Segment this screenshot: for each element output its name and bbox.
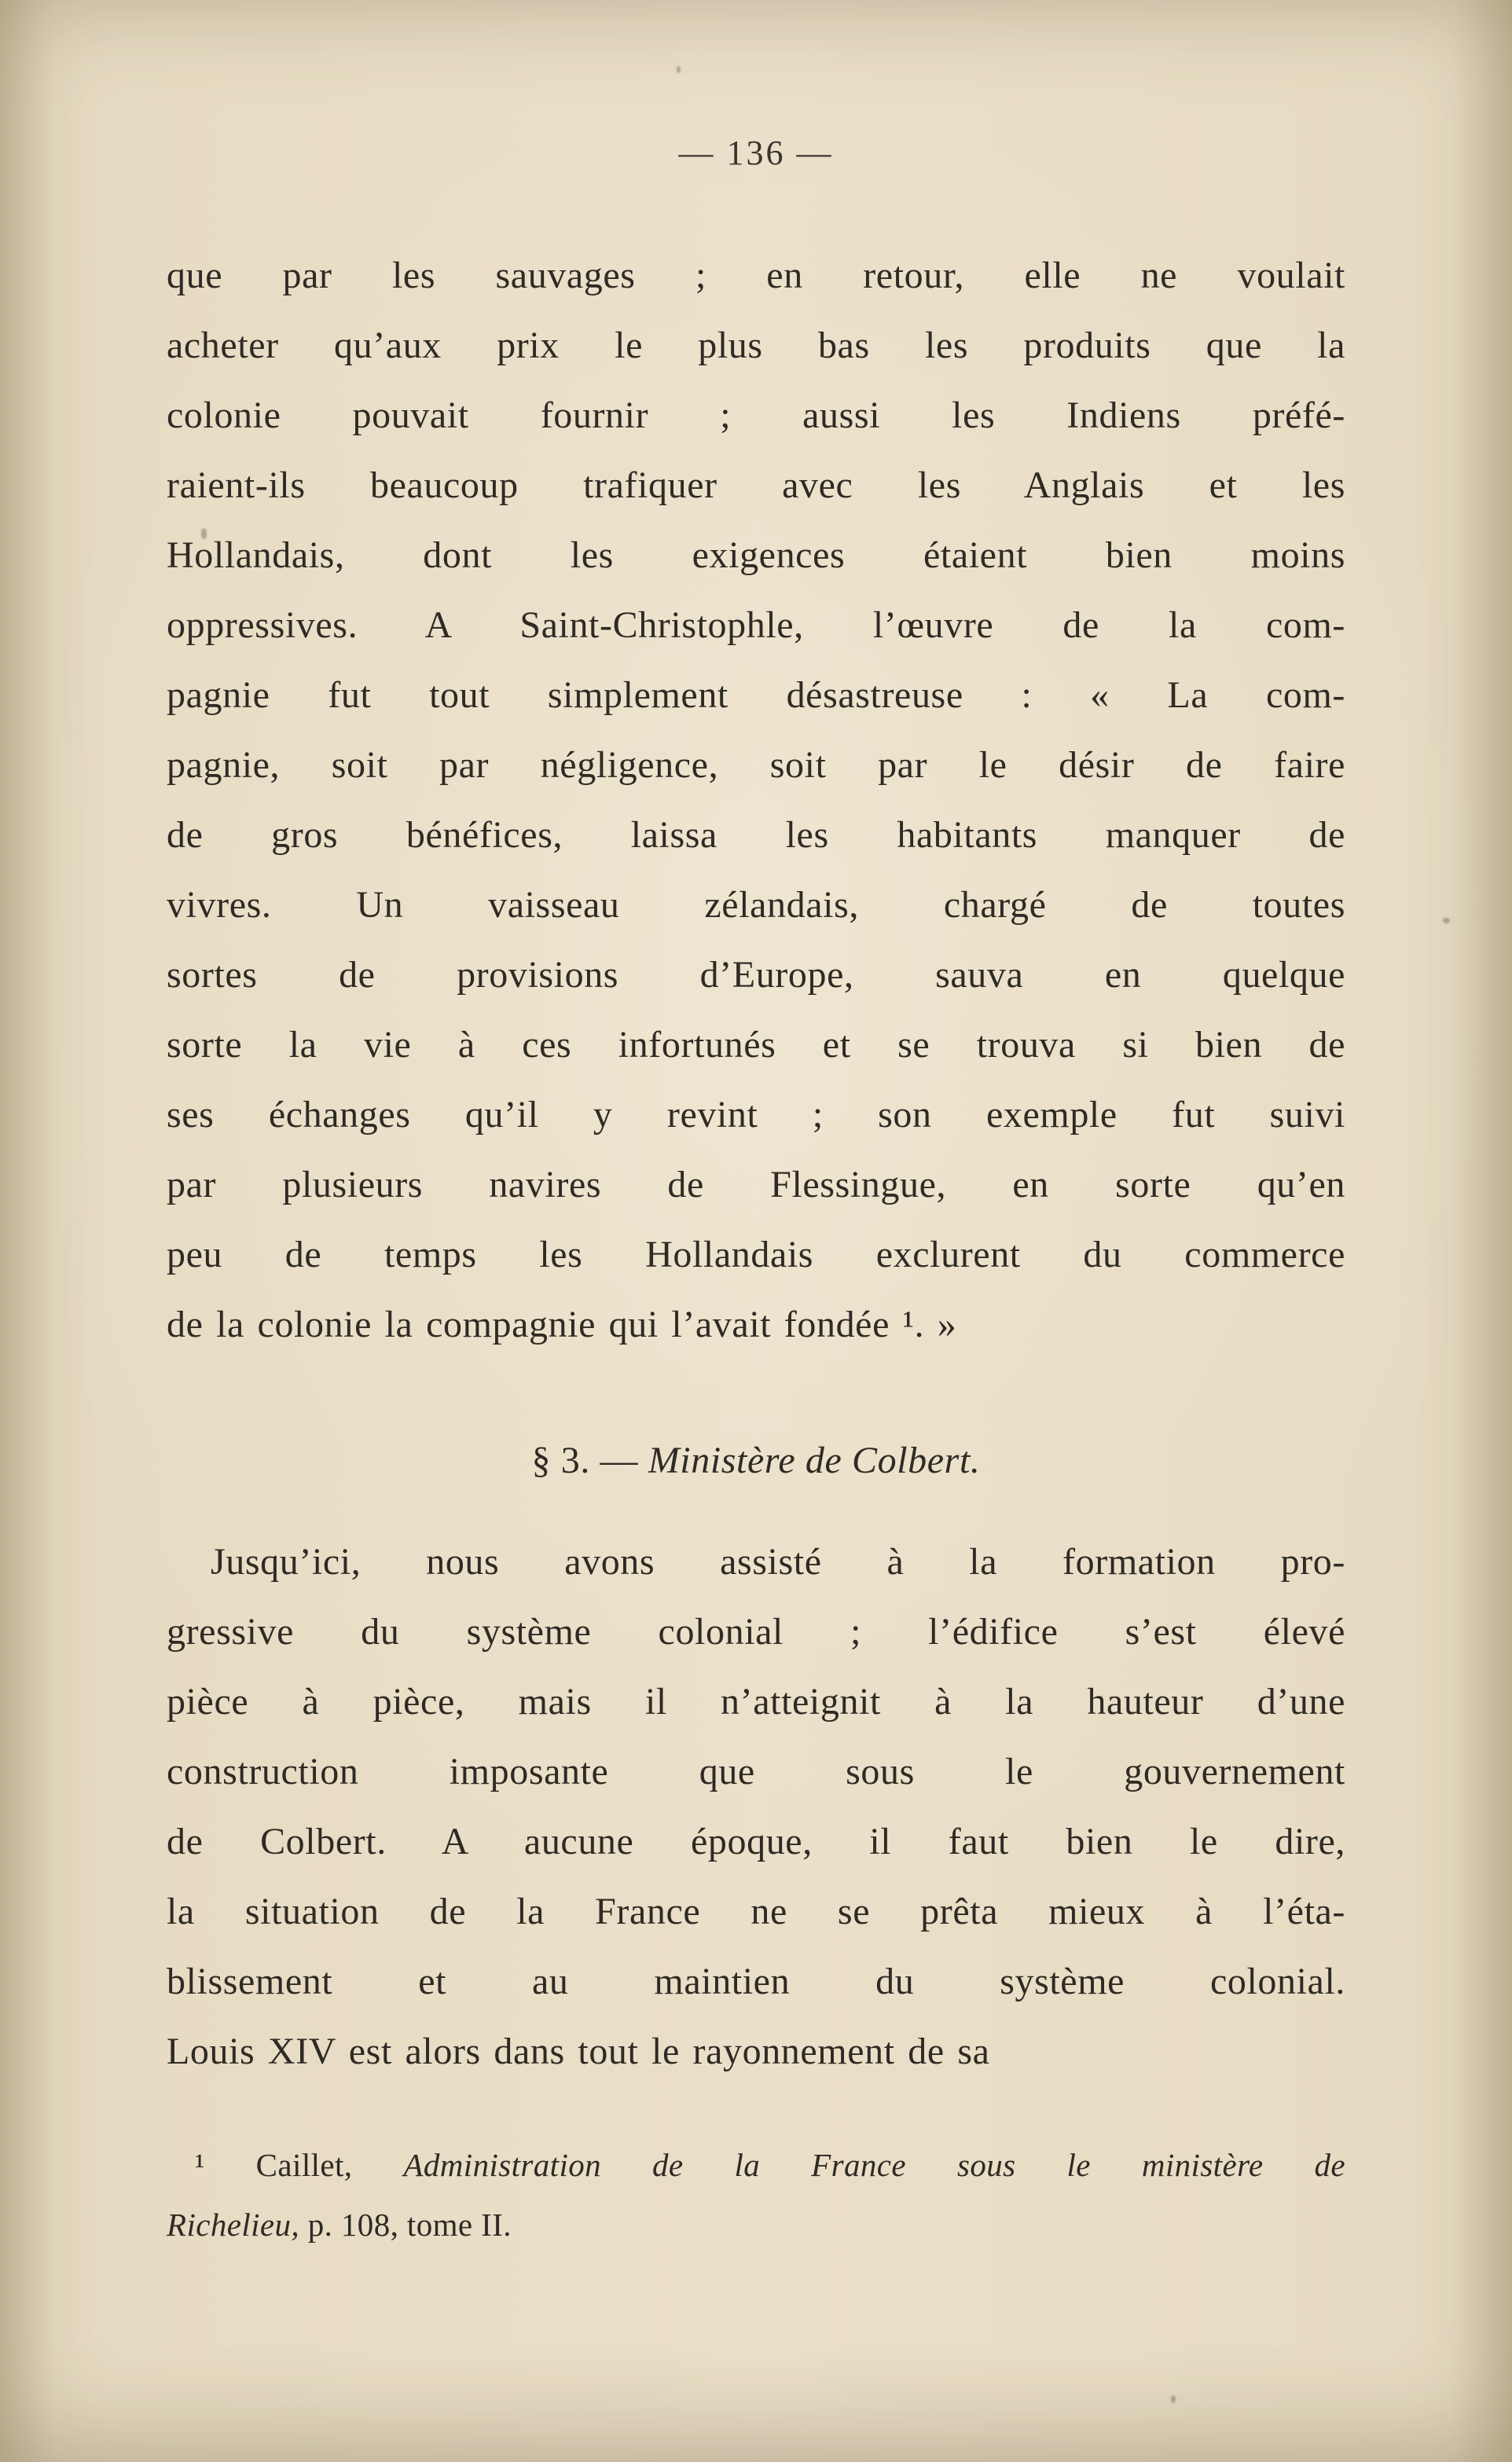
text-line: de la colonie la compagnie qui l’avait fondée ¹. » (167, 1304, 957, 1345)
text-line: construction imposante que sous le gouvernement (167, 1751, 1345, 1792)
paragraph-1 (167, 240, 1345, 1359)
text-line: pièce à pièce, mais il n’atteignit à la hauteur d’une (167, 1681, 1345, 1723)
text-line: gressive du système colonial ; l’édifice s’est élevé (167, 1611, 1345, 1653)
footnote-marker-author: ¹ Caillet, (195, 2147, 404, 2183)
section-number: § 3. — (531, 1440, 648, 1481)
text-line: sorte la vie à ces infortunés et se trouva si bien de (167, 1024, 1345, 1066)
paper-speck (1443, 918, 1450, 923)
footnote-reference: p. 108, tome II. (299, 2207, 512, 2243)
text-line: Hollandais, dont les exigences étaient bien moins (167, 534, 1345, 576)
text-line: acheter qu’aux prix le plus bas les produits que la (167, 325, 1345, 366)
paragraph-2 (167, 1527, 1345, 2086)
footnote-line (167, 2195, 1345, 2255)
text-line: la situation de la France ne se prêta mieux à l’éta- (167, 1891, 1345, 1932)
text-line: oppressives. A Saint-Christophle, l’œuvre de la com- (167, 604, 1345, 646)
text-line: peu de temps les Hollandais exclurent du commerce (167, 1234, 1345, 1275)
text-line: pagnie fut tout simplement désastreuse : « La com- (167, 674, 1345, 716)
paper-speck (1171, 2395, 1176, 2403)
text-block (167, 0, 1345, 2255)
text-line: Jusqu’ici, nous avons assisté à la formation pro- (211, 1541, 1345, 1583)
footnote-work-title-cont: Richelieu, (167, 2207, 300, 2243)
text-line: par plusieurs navires de Flessingue, en sorte qu’en (167, 1164, 1345, 1205)
text-line: de Colbert. A aucune époque, il faut bien le dire, (167, 1821, 1345, 1862)
text-line: pagnie, soit par négligence, soit par le désir de faire (167, 744, 1345, 786)
footnote-work-title: Administration de la France sous le ministère de (403, 2147, 1345, 2183)
page-number: — 136 — (678, 134, 834, 172)
text-line: raient-ils beaucoup trafiquer avec les Anglais et les (167, 464, 1345, 506)
text-line: de gros bénéfices, laissa les habitants manquer de (167, 814, 1345, 856)
text-line: sortes de provisions d’Europe, sauva en quelque (167, 954, 1345, 996)
text-line: ses échanges qu’il y revint ; son exemple fut suivi (167, 1094, 1345, 1136)
text-line: blissement et au maintien du système colonial. (167, 1961, 1345, 2002)
text-line: vivres. Un vaisseau zélandais, chargé de toutes (167, 884, 1345, 926)
section-heading (167, 1425, 1345, 1495)
text-line: Louis XIV est alors dans tout le rayonnement de sa (167, 2031, 990, 2072)
text-line: que par les sauvages ; en retour, elle ne voulait (167, 255, 1345, 296)
text-line: colonie pouvait fournir ; aussi les Indiens préfé- (167, 394, 1345, 436)
footnote (167, 2135, 1345, 2255)
footnote-line (167, 2135, 1345, 2195)
section-title: Ministère de Colbert. (648, 1440, 981, 1481)
